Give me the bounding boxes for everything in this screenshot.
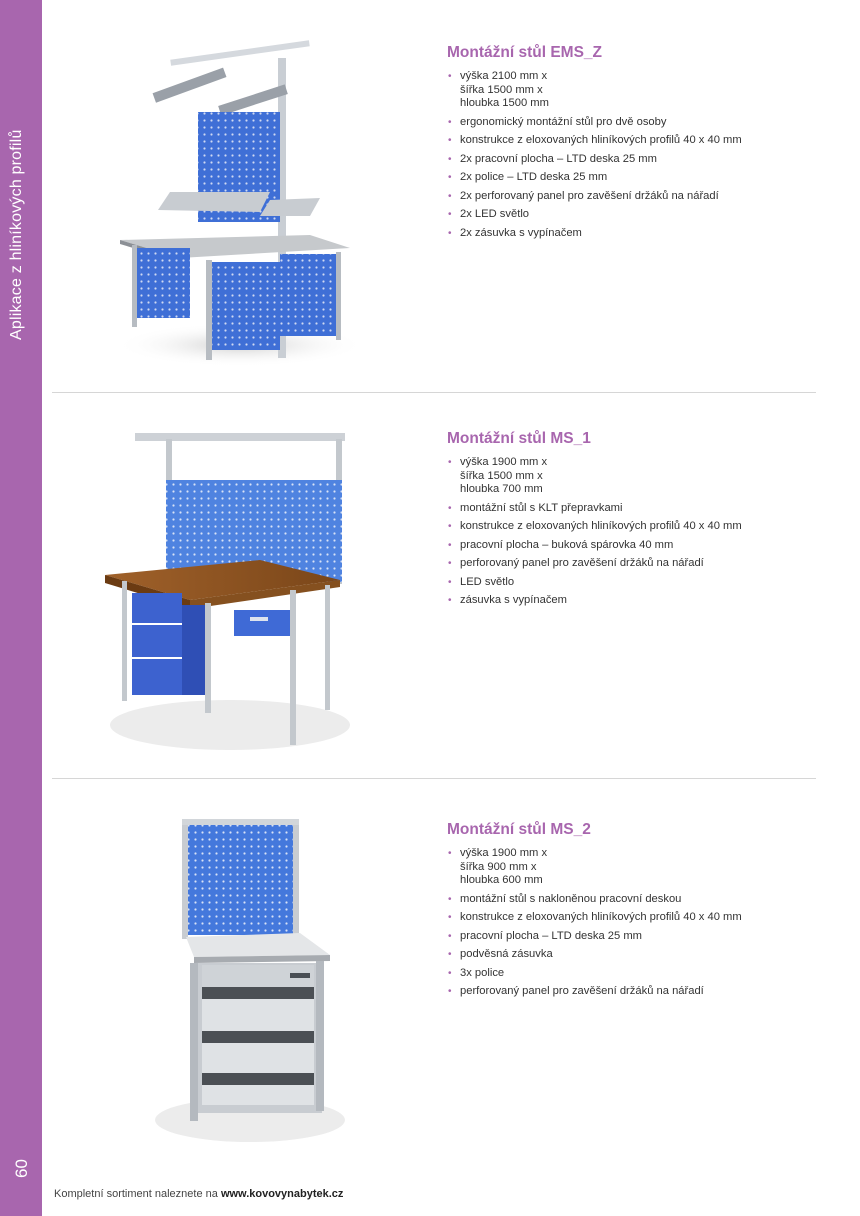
spec-dimensions: • výška 1900 mm x šířka 1500 mm x hloubka 700 mm (448, 456, 808, 497)
spec-item: • 2x LED světlo (448, 208, 808, 222)
spec-item: • podvěsná zásuvka (448, 948, 808, 962)
spec-item: • konstrukce z eloxovaných hliníkových profilů 40 x 40 mm (448, 520, 808, 534)
spec-item: • zásuvka s vypínačem (448, 594, 808, 608)
spec-item: • 2x police – LTD deska 25 mm (448, 171, 808, 185)
sidebar (0, 0, 42, 1216)
product-image-ms-1 (100, 425, 355, 755)
spec-item: • perforovaný panel pro zavěšení držáků na nářadí (448, 557, 808, 571)
divider (52, 392, 816, 393)
spec-item: • konstrukce z eloxovaných hliníkových profilů 40 x 40 mm (448, 134, 808, 148)
spec-dimensions: • výška 1900 mm x šířka 900 mm x hloubka 600 mm (448, 847, 808, 888)
spec-item: • pracovní plocha – LTD deska 25 mm (448, 930, 808, 944)
spec-item: • 3x police (448, 967, 808, 981)
footer-link[interactable]: www.kovovynabytek.cz (220, 1188, 344, 1200)
product-title: Montážní stůl MS_1 (447, 430, 591, 447)
product-image-ms-2 (150, 815, 350, 1145)
section-title: Aplikace z hliníkových profilů (8, 129, 25, 340)
product-image-ems-z (110, 40, 370, 370)
spec-item: • montážní stůl s KLT přepravkami (448, 502, 808, 516)
spec-item: • 2x perforovaný panel pro zavěšení držáků na nářadí (448, 190, 808, 204)
product-title: Montážní stůl EMS_Z (447, 44, 602, 61)
page-number: 60 (12, 1159, 31, 1178)
spec-item: • pracovní plocha – buková spárovka 40 mm (448, 539, 808, 553)
spec-list (448, 70, 808, 245)
spec-item: • 2x zásuvka s vypínačem (448, 227, 808, 241)
spec-dimensions: • výška 2100 mm x šířka 1500 mm x hloubka 1500 mm (448, 70, 808, 111)
spec-item: • ergonomický montážní stůl pro dvě osoby (448, 116, 808, 130)
spec-item: • LED světlo (448, 576, 808, 590)
divider (52, 778, 816, 779)
spec-item: • konstrukce z eloxovaných hliníkových profilů 40 x 40 mm (448, 911, 808, 925)
footer (54, 1188, 343, 1200)
spec-item: • perforovaný panel pro zavěšení držáků na nářadí (448, 985, 808, 999)
spec-list (448, 456, 808, 613)
footer-text: Kompletní sortiment naleznete na (54, 1188, 218, 1200)
spec-list (448, 847, 808, 1004)
spec-item: • montážní stůl s nakloněnou pracovní deskou (448, 893, 808, 907)
spec-item: • 2x pracovní plocha – LTD deska 25 mm (448, 153, 808, 167)
product-title: Montážní stůl MS_2 (447, 821, 591, 838)
